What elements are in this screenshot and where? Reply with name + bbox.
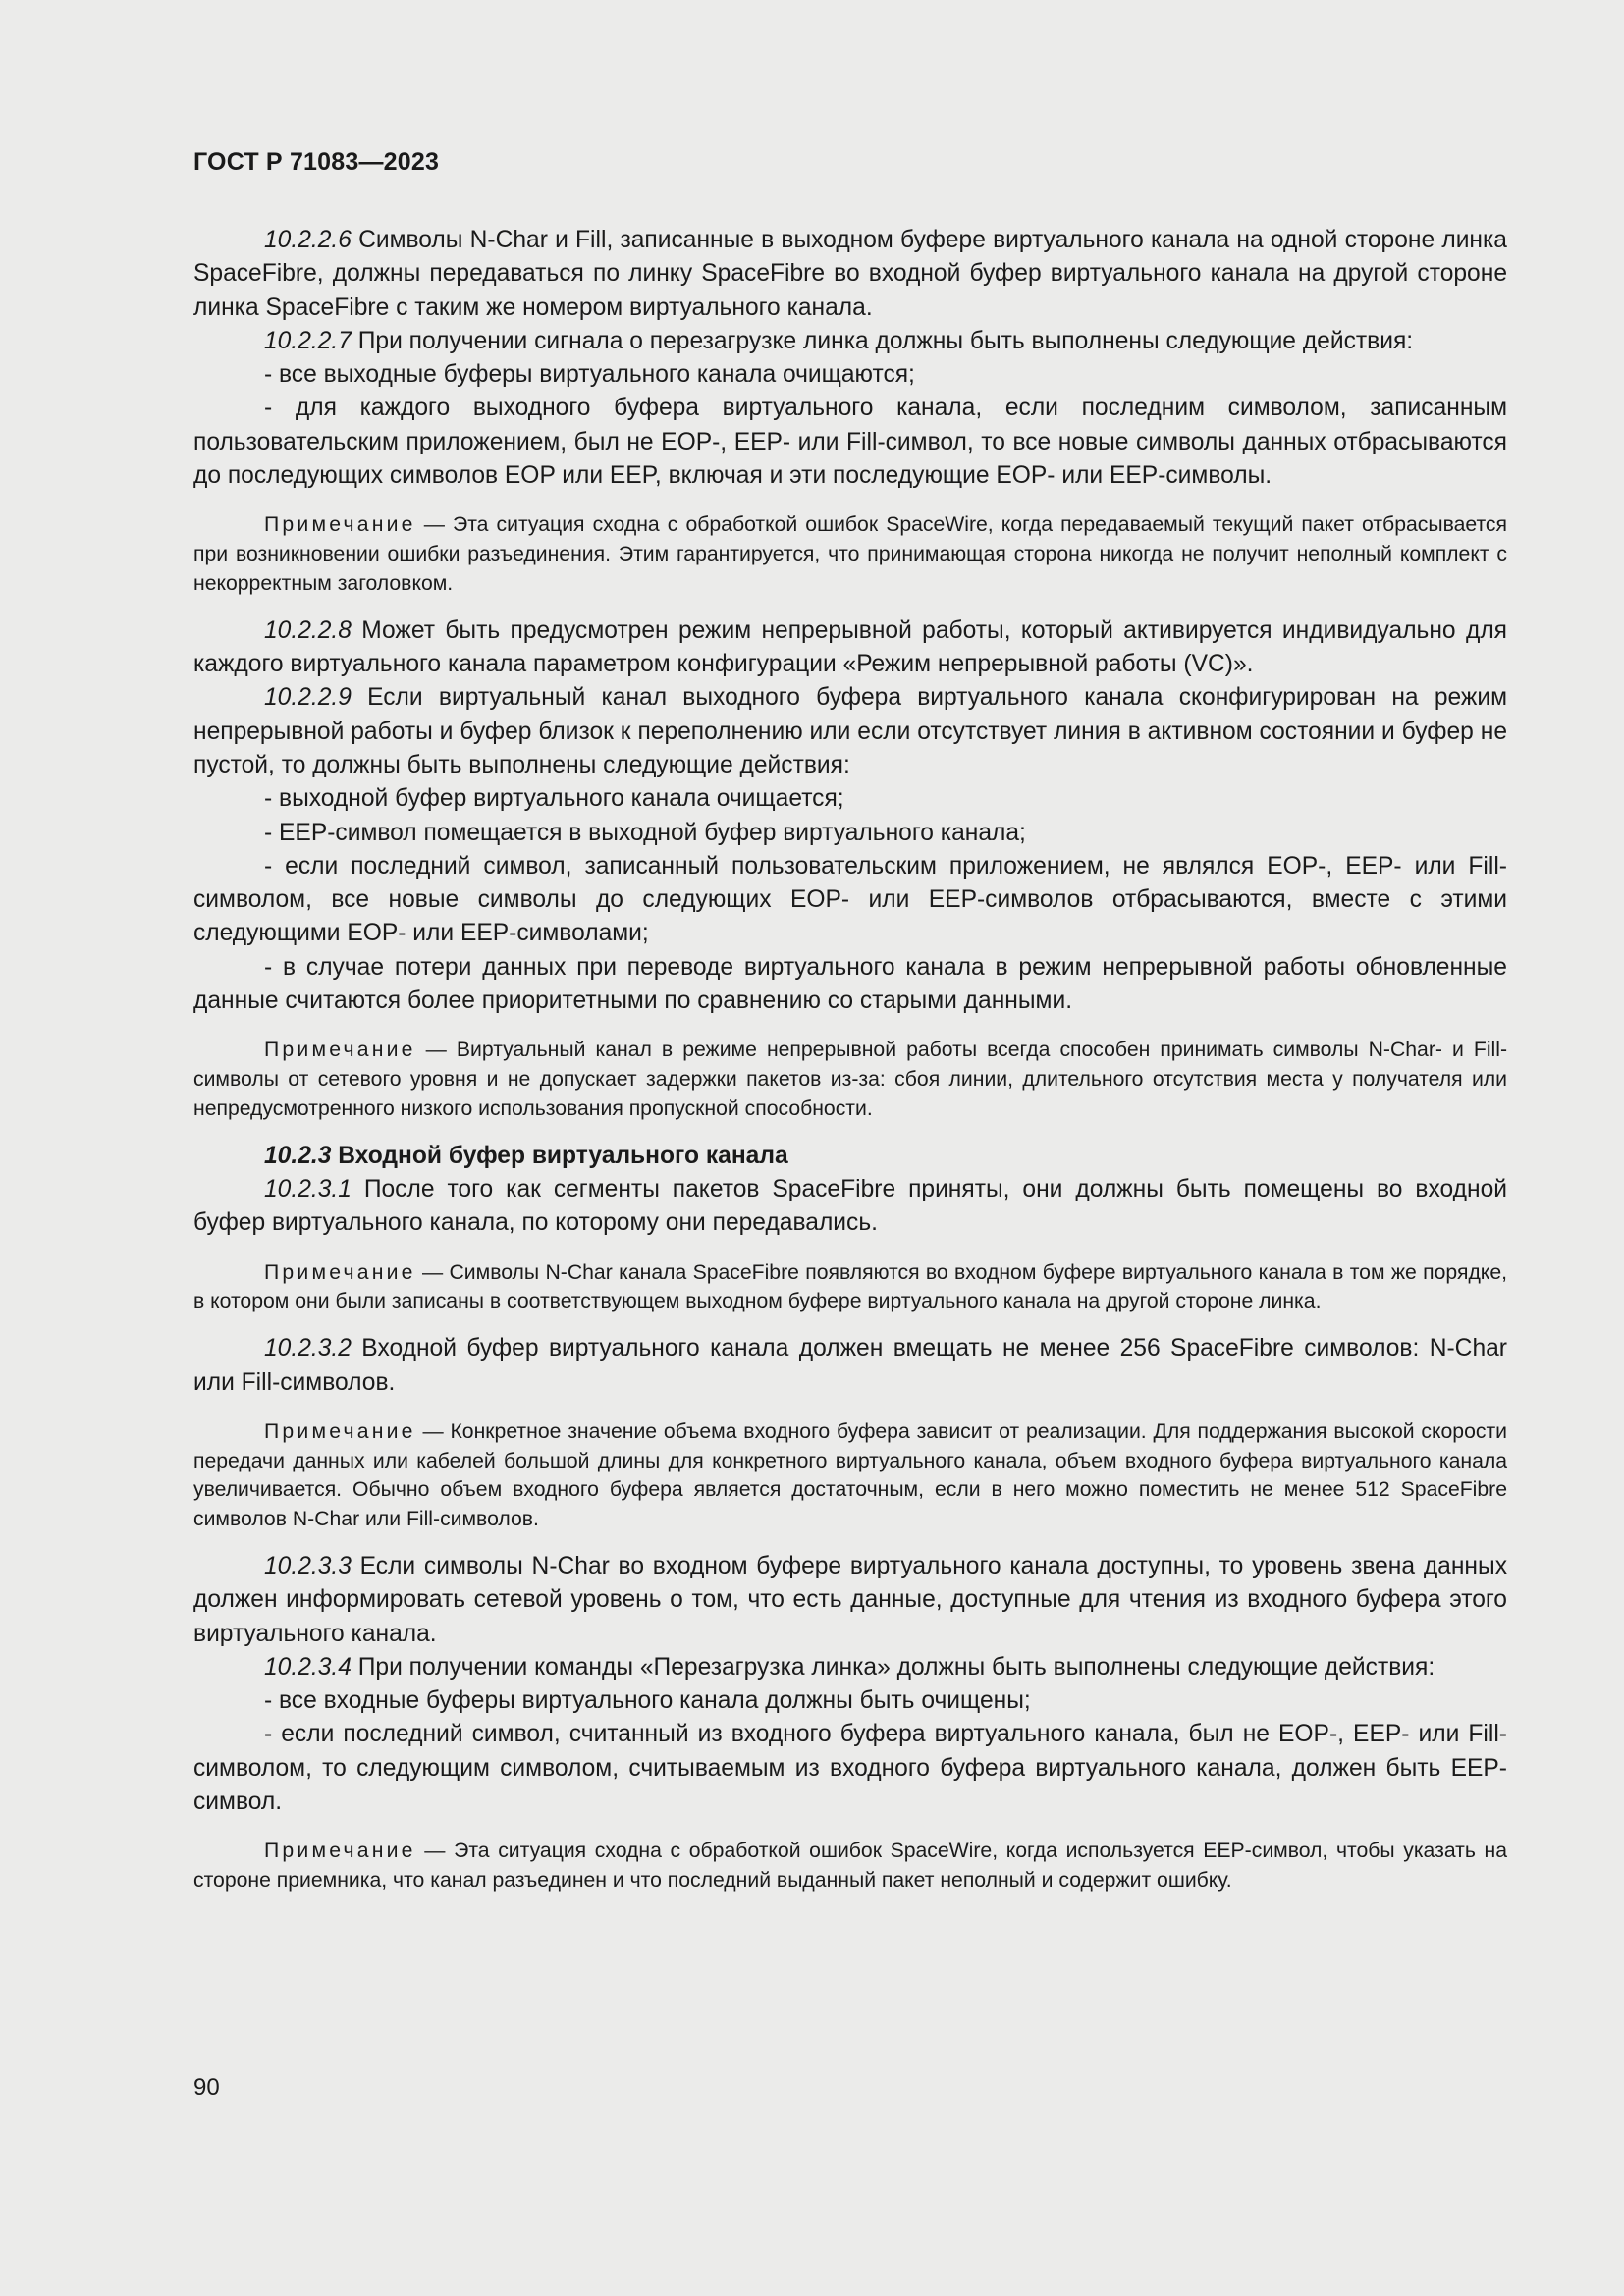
- note-label: Примечание: [264, 513, 416, 537]
- note-text: — Конкретное значение объема входного буфера зависит от реализации. Для поддержания высокой скорости передачи данных или кабелей большой длины для конкретного виртуального канала, объем входного буфера виртуального канала увеличивается. Обычно объем входного буфера является достаточным, если в него можно поместить не менее 512 SpaceFibre символов N-Char или Fill-символов.: [193, 1419, 1507, 1531]
- clause-10-2-3-4: [193, 1651, 1507, 1684]
- list-item: - все выходные буферы виртуального канала очищаются;: [264, 361, 915, 389]
- clause-number: 10.2.2.8: [264, 616, 352, 644]
- clause-10-2-2-7: [193, 325, 1507, 358]
- note: [193, 1258, 1507, 1317]
- note-label: Примечание: [264, 1260, 416, 1284]
- document-header: ГОСТ Р 71083—2023: [193, 148, 440, 176]
- clause-10-2-2-8: [193, 614, 1507, 682]
- note-text: — Символы N-Char канала SpaceFibre появляются во входном буфере виртуального канала в том же порядке, в котором они были записаны в соответствующем выходном буфере виртуального канала на другой стороне линка.: [193, 1260, 1507, 1313]
- clause-text: Может быть предусмотрен режим непрерывной работы, который активируется индивидуально для каждого виртуального канала параметром конфигурации «Режим непрерывной работы (VC)».: [193, 616, 1507, 678]
- section-heading-10-2-3: [193, 1140, 1507, 1173]
- clause-text: Если виртуальный канал выходного буфера виртуального канала сконфигурирован на режим непрерывной работы и буфер близок к переполнению или если отсутствует линия в активном состоянии и буфер не пустой, то должны быть выполнены следующие действия:: [193, 684, 1507, 778]
- clause-number: 10.2.3.4: [264, 1653, 352, 1681]
- note: [193, 1837, 1507, 1896]
- note: [193, 510, 1507, 598]
- clause-number: 10.2.2.6: [264, 227, 352, 253]
- clause-number: 10.2.3.1: [264, 1176, 352, 1203]
- list-item: - если последний символ, считанный из входного буфера виртуального канала, был не EOP-, EEP- или Fill-символом, то следующим символом, считываемым из входного буфера виртуального канала, должен быть EEP-символ.: [193, 1721, 1507, 1816]
- section-title: Входной буфер виртуального канала: [331, 1142, 788, 1169]
- clause-text: При получении команды «Перезагрузка линка» должны быть выполнены следующие действия:: [351, 1653, 1435, 1681]
- clause-number: 10.2.2.7: [264, 327, 352, 354]
- clause-number: 10.2.3.2: [264, 1335, 352, 1362]
- note-label: Примечание: [264, 1840, 416, 1863]
- list-item: - для каждого выходного буфера виртуального канала, если последним символом, записанным пользовательским приложением, был не EOP-, EEP- или Fill-символ, то все новые символы данных отбрасываются до последующих символов EOP или EEP, включая и эти последующие EOP- или EEP-символы.: [193, 395, 1507, 490]
- clause-text: После того как сегменты пакетов SpaceFibre приняты, они должны быть помещены во входной буфер виртуального канала, по которому они передавались.: [193, 1176, 1507, 1237]
- clause-10-2-2-9: [193, 681, 1507, 782]
- list-item: - в случае потери данных при переводе виртуального канала в режим непрерывной работы обновленные данные считаются более приоритетными по сравнению со старыми данными.: [193, 953, 1507, 1015]
- note-text: — Виртуальный канал в режиме непрерывной работы всегда способен принимать символы N-Char- и Fill-символы от сетевого уровня и не допускает задержки пакетов из-за: сбоя линии, длительного отсутствия места у получателя или непредусмотренного низкого использования пропускной способности.: [193, 1039, 1507, 1120]
- clause-text: Если символы N-Char во входном буфере виртуального канала доступны, то уровень звена данных должен информировать сетевой уровень о том, что есть данные, доступные для чтения из входного буфера этого виртуального канала.: [193, 1552, 1507, 1647]
- clause-10-2-3-1: [193, 1173, 1507, 1241]
- clause-number: 10.2.2.9: [264, 684, 352, 712]
- note-text: — Эта ситуация сходна с обработкой ошибок SpaceWire, когда передаваемый текущий пакет отбрасывается при возникновении ошибки разъединения. Этим гарантируется, что принимающая сторона никогда не получит неполный комплект с некорректным заголовком.: [193, 513, 1507, 595]
- clause-10-2-3-2: [193, 1332, 1507, 1400]
- list-item: - если последний символ, записанный пользовательским приложением, не являлся EOP-, EEP- или Fill-символом, все новые символы до следующих EOP- или EEP-символов отбрасываются, вместе с этими следующими EOP- или EEP-символами;: [193, 852, 1507, 947]
- list-item: - выходной буфер виртуального канала очищается;: [264, 785, 844, 813]
- note-label: Примечание: [264, 1419, 416, 1443]
- note: [193, 1036, 1507, 1123]
- section-number: 10.2.3: [264, 1142, 332, 1169]
- note: [193, 1417, 1507, 1534]
- clause-10-2-3-3: [193, 1550, 1507, 1651]
- clause-text: Символы N-Char и Fill, записанные в выходном буфере виртуального канала на одной стороне линка SpaceFibre, должны передаваться по линку SpaceFibre во входной буфер виртуального канала на другой стороне линка SpaceFibre с таким же номером виртуального канала.: [193, 227, 1507, 321]
- note-label: Примечание: [264, 1039, 416, 1062]
- clause-text: Входной буфер виртуального канала должен вмещать не менее 256 SpaceFibre символов: N-Char или Fill-символов.: [193, 1335, 1507, 1396]
- list-item: - все входные буферы виртуального канала должны быть очищены;: [264, 1687, 1031, 1715]
- list-item: - EEP-символ помещается в выходной буфер виртуального канала;: [264, 819, 1026, 846]
- clause-text: При получении сигнала о перезагрузке линка должны быть выполнены следующие действия:: [351, 327, 1414, 354]
- page-number: 90: [193, 2074, 220, 2101]
- clause-number: 10.2.3.3: [264, 1552, 352, 1579]
- clause-10-2-2-6: [193, 224, 1507, 325]
- document-body: [193, 224, 1507, 1911]
- note-text: — Эта ситуация сходна с обработкой ошибок SpaceWire, когда используется EEP-символ, чтобы указать на стороне приемника, что канал разъединен и что последний выданный пакет неполный и содержит ошибку.: [193, 1840, 1507, 1893]
